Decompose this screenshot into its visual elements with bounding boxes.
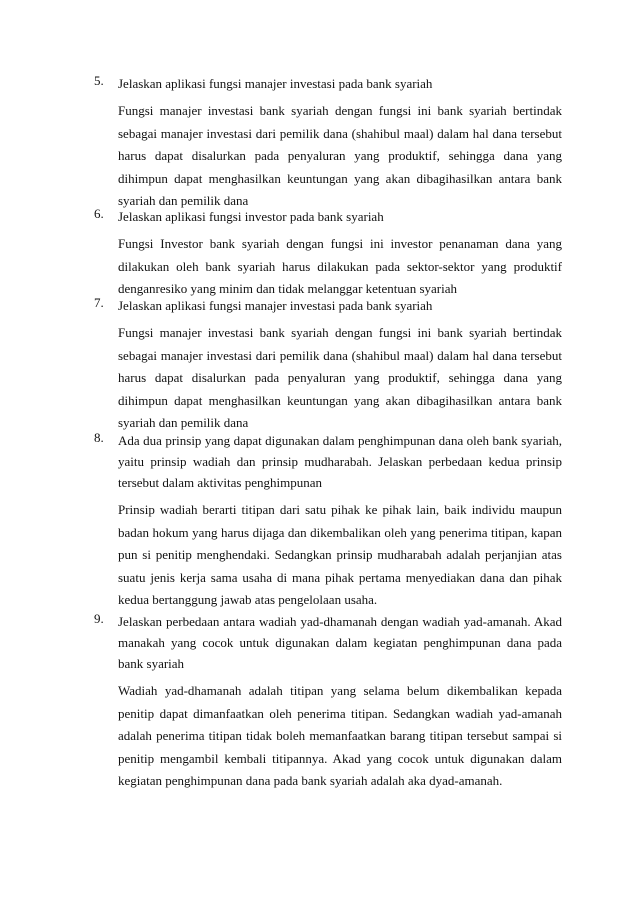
question-text: Jelaskan perbedaan antara wadiah yad-dhamanah dengan wadiah yad-amanah. Akad manakah yang cocok untuk digunakan dalam kegiatan penghimpunan dana pada bank syariah (118, 614, 562, 671)
question-text: Jelaskan aplikasi fungsi manajer investasi pada bank syariah (118, 76, 433, 91)
item-number: 6. (94, 206, 104, 221)
answer-text: Fungsi manajer investasi bank syariah dengan fungsi ini bank syariah bertindak sebagai manajer investasi dari pemilik dana (shahibul maal) dalam hal dana tersebut harus dapat disalurkan pada penyaluran yang produktif, sehingga dana yang dihimpun dapat menghasilkan keuntungan yang akan dibagihasilkan antara bank syariah dan pemilik dana (118, 325, 562, 430)
list-item (94, 206, 562, 301)
answer-text: Fungsi Investor bank syariah dengan fungsi ini investor penanaman dana yang dilakukan oleh bank syariah harus dilakukan pada sektor-sektor yang produktif denganresiko yang minim dan tidak melanggar ketentuan syariah (118, 236, 562, 296)
list-item (94, 73, 562, 213)
list-item (94, 611, 562, 793)
answer-text: Wadiah yad-dhamanah adalah titipan yang selama belum dikembalikan kepada penitip dapat dimanfaatkan oleh penerima titipan. Sedangkan wadiah yad-amanah adalah penerima titipan tidak boleh memanfaatkan barang titipan tersebut sampai si penitip mengambil kembali titipannya. Akad yang cocok untuk digunakan dalam kegiatan penghimpunan dana pada bank syariah adalah aka dyad-amanah. (118, 683, 562, 788)
question-text: Jelaskan aplikasi fungsi manajer investasi pada bank syariah (118, 298, 433, 313)
list-item (94, 430, 562, 612)
item-number: 8. (94, 430, 104, 445)
answer-text: Fungsi manajer investasi bank syariah dengan fungsi ini bank syariah bertindak sebagai manajer investasi dari pemilik dana (shahibul maal) dalam hal dana tersebut harus dapat disalurkan pada penyaluran yang produktif, sehingga dana yang dihimpun dapat menghasilkan keuntungan yang akan dibagihasilkan antara bank syariah dan pemilik dana (118, 103, 562, 208)
item-number: 7. (94, 295, 104, 310)
question-text: Jelaskan aplikasi fungsi investor pada bank syariah (118, 209, 384, 224)
item-number: 9. (94, 611, 104, 626)
item-number: 5. (94, 73, 104, 88)
list-item (94, 295, 562, 435)
answer-text: Prinsip wadiah berarti titipan dari satu pihak ke pihak lain, baik individu maupun badan hokum yang harus dijaga dan dikembalikan oleh yang penerima titipan, kapan pun si penitip menghendaki. Sedangkan prinsip mudharabah adalah perjanjian atas suatu jenis kerja sama usaha di mana pihak pertama menyediakan dana dan pihak kedua bertanggung jawab atas pengelolaan usaha. (118, 502, 562, 607)
question-text: Ada dua prinsip yang dapat digunakan dalam penghimpunan dana oleh bank syariah, yaitu prinsip wadiah dan prinsip mudharabah. Jelaskan perbedaan kedua prinsip tersebut dalam aktivitas penghimpunan (118, 433, 562, 490)
